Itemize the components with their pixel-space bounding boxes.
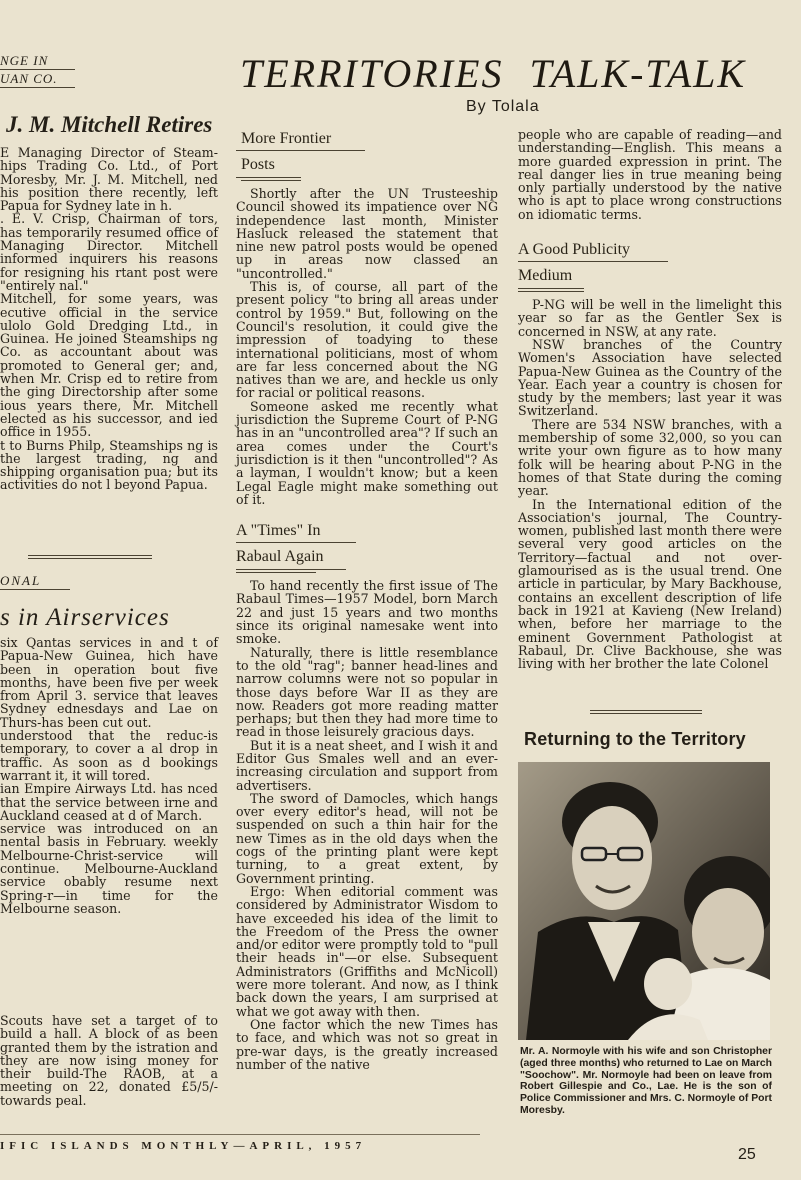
times-paragraph: Naturally, there is little resemblance to the old "rag"; banner head-lines and narrow columns were not so popular in those days before War II as they are now. Readers got more reading matter perhaps; but then they had more time to read in those leisurely gracious days. [236, 644, 498, 740]
times-heading-line-1: A "Times" In [236, 520, 356, 543]
page-number: 25 [738, 1146, 756, 1163]
times-heading [236, 520, 498, 573]
section-kicker: ONAL [0, 573, 70, 590]
times-rule [236, 572, 316, 573]
times-paragraph: The sword of Damocles, which hangs over every editor's head, will not be suspended on such a thin hair for the new Times as in the old days when the cogs of the printing plant were kept turning, to a great extent, by Government printing. [236, 790, 498, 886]
publicity-heading [518, 239, 782, 292]
times-heading-line-2: Rabaul Again [236, 545, 346, 570]
left-column [0, 108, 218, 492]
frontier-heading-line-2: Posts [236, 153, 301, 178]
frontier-paragraph: This is, of course, all part of the present policy "to bring all areas under control by 1959." But, following on the Council's resolution, it could give the impression of toadying to these international politicians, most of whom are far less concerned about the NG natives than we are, and heckle us only for racial or political reasons. [236, 279, 498, 401]
times-paragraph: To hand recently the first issue of The Rabaul Times—1957 Model, born March 22 and just 15 years and two months since its original namesake went into smoke. [236, 578, 498, 647]
times-paragraph: Ergo: When editorial comment was considered by Administrator Wisdom to have exceeded his idea of the limit to the Freedom of the Press the owner and/or editor were promptly told to "pull their heads in"—or else. Subsequent Administrators (Griffiths and McNicoll) were more tolerant. And now, as I think back down the years, I am surprised at what we got away with then. [236, 883, 498, 1019]
scouts-paragraph: Scouts have set a target of to build a hall. A block of as been granted them by the istration and they are now ising money for their build-The RAOB, at a meeting on 22, donated £5/5/- towards peal. [0, 1013, 218, 1108]
times-paragraph: One factor which the new Times has to face, and which was not so great in pre-war days, is the greatly increased number of the native [236, 1016, 498, 1072]
byline: By Tolala [466, 98, 540, 115]
publicity-paragraph: P-NG will be well in the limelight this year so far as the Gentler Sex is concerned in NSW, at any rate. [518, 297, 782, 339]
right-divider [590, 710, 702, 714]
mitchell-paragraph: Mitchell, for some years, was ecutive official in the service ulolo Gold Dredging Ltd., in Guinea. He joined Steamships ng Co. as accountant about was promoted to General ger; and, when Mr. Crisp ed to retire from the ging Directorship after some ious years there, Mr. Mitchell elected as his successor, and ied office in 1955. [0, 291, 218, 440]
times-paragraph: But it is a neat sheet, and I wish it and Editor Gus Smales well and an ever-increasing circulation and support from advertisers. [236, 737, 498, 793]
previous-article-heading [0, 52, 75, 88]
scouts-body [0, 1014, 218, 1107]
publicity-paragraph: There are 534 NSW branches, with a membership of some 32,000, so you can write your own figure as to how many folk will be hearing about P-NG in the homes of that State during the coming year. [518, 416, 782, 499]
continued-paragraph: people who are capable of reading—and understanding—English. This means a more guarded expression in print. The real danger lies in true meaning being only partially understood by the native who is apt to place wrong constructions on idiomatic terms. [518, 127, 782, 222]
publicity-paragraph: In the International edition of the Association's journal, The Country-women, published last month there were several very good articles on the Territory—factual and not over-glamourised as is the usual trend. One article in particular, by Mary Backhouse, contains an excellent description of life back in 1921 at Kavieng (New Ireland) when, before her marriage to the eminent Government Pathologist at Rabaul, Dr. Clive Backhouse, she was living with her brother the late Colonel [518, 496, 782, 672]
mitchell-headline: J. M. Mitchell Retires [6, 112, 213, 137]
mitchell-paragraph: t to Burns Philp, Steamships ng is the largest trading, ng and shipping organisation pua; but its activities do not l beyond Papua. [0, 437, 218, 493]
airservices-paragraph: six Qantas services in and t of Papua-New Guinea, hich have been in operation bout five months, have been five per week from April 3. service that leaves Sydney ednesdays and Lae on Thurs-has been cut out. [0, 635, 218, 730]
photo-caption: Mr. A. Normoyle with his wife and son Christopher (aged three months) who returned to Lae on March "Soochow". Mr. Normoyle had been on leave from Robert Gillespie and Co., Lae. He is the son of Police Commissioner and Mrs. C. Normoyle of Port Moresby. [520, 1046, 772, 1116]
airservices-body [0, 636, 218, 915]
mitchell-paragraph: . E. V. Crisp, Chairman of tors, has temporarily resumed office of Managing Director. Mitchell informed inquirers his reasons for resigning his rtant post were "entirely nal." [0, 211, 218, 293]
footer-publication: IFIC ISLANDS MONTHLY—APRIL, 1957 [0, 1140, 367, 1152]
left-divider [28, 555, 152, 559]
frontier-heading [236, 128, 498, 181]
mitchell-paragraph: E Managing Director of Steam-hips Trading Co. Ltd., of Port Moresby, Mr. J. M. Mitchell, ned his position there recently, left Papua for Sydney late in h. [0, 145, 218, 214]
frontier-paragraph: Shortly after the UN Trusteeship Council showed its impatience over NG independence last month, Minister Hasluck released the statement that nine new patrol posts would be opened up in areas now classed an "uncontrolled." [236, 186, 498, 281]
publicity-paragraph: NSW branches of the Country Women's Association have selected Papua-New Guinea as the Country of the Year. Each year a country is chosen for study by the members; last year it was Switzerland. [518, 336, 782, 419]
airservices-paragraph: service was introduced on an nental basis in February. weekly Melbourne-Christ-service will continue. Melbourne-Auckland service obably resume next Spring-r—in time for the Melbourne season. [0, 821, 218, 916]
frontier-paragraph: Someone asked me recently what jurisdiction the Supreme Court of P-NG has in an "uncontrolled area"? If such an area comes under the Court's jurisdiction is it then "uncontrolled"? As a layman, I wouldn't know; but a keen Legal Eagle might make something out of it. [236, 398, 498, 507]
right-column [518, 128, 782, 670]
page-title: TERRITORIES TALK-TALK [240, 51, 747, 96]
publicity-rule [518, 291, 584, 292]
previous-heading-line-1: NGE IN [0, 52, 75, 70]
frontier-rule [241, 180, 301, 181]
previous-heading-line-2: UAN CO. [0, 70, 75, 88]
airservices-headline: s in Airservices [0, 604, 170, 631]
photo-headline: Returning to the Territory [524, 729, 746, 749]
family-photo [518, 762, 770, 1040]
frontier-heading-line-1: More Frontier [236, 128, 365, 151]
publicity-heading-line-1: A Good Publicity [518, 239, 668, 262]
photo-illustration [518, 762, 770, 1040]
airservices-paragraph: ian Empire Airways Ltd. has nced that the service between irne and Auckland ceased at d of March. [0, 781, 218, 823]
publicity-heading-line-2: Medium [518, 264, 584, 289]
middle-column [236, 128, 498, 1071]
airservices-paragraph: understood that the reduc-is temporary, to cover a al drop in traffic. As soon as d bookings warrant it, it will tored. [0, 728, 218, 783]
footer-rule [0, 1134, 480, 1135]
